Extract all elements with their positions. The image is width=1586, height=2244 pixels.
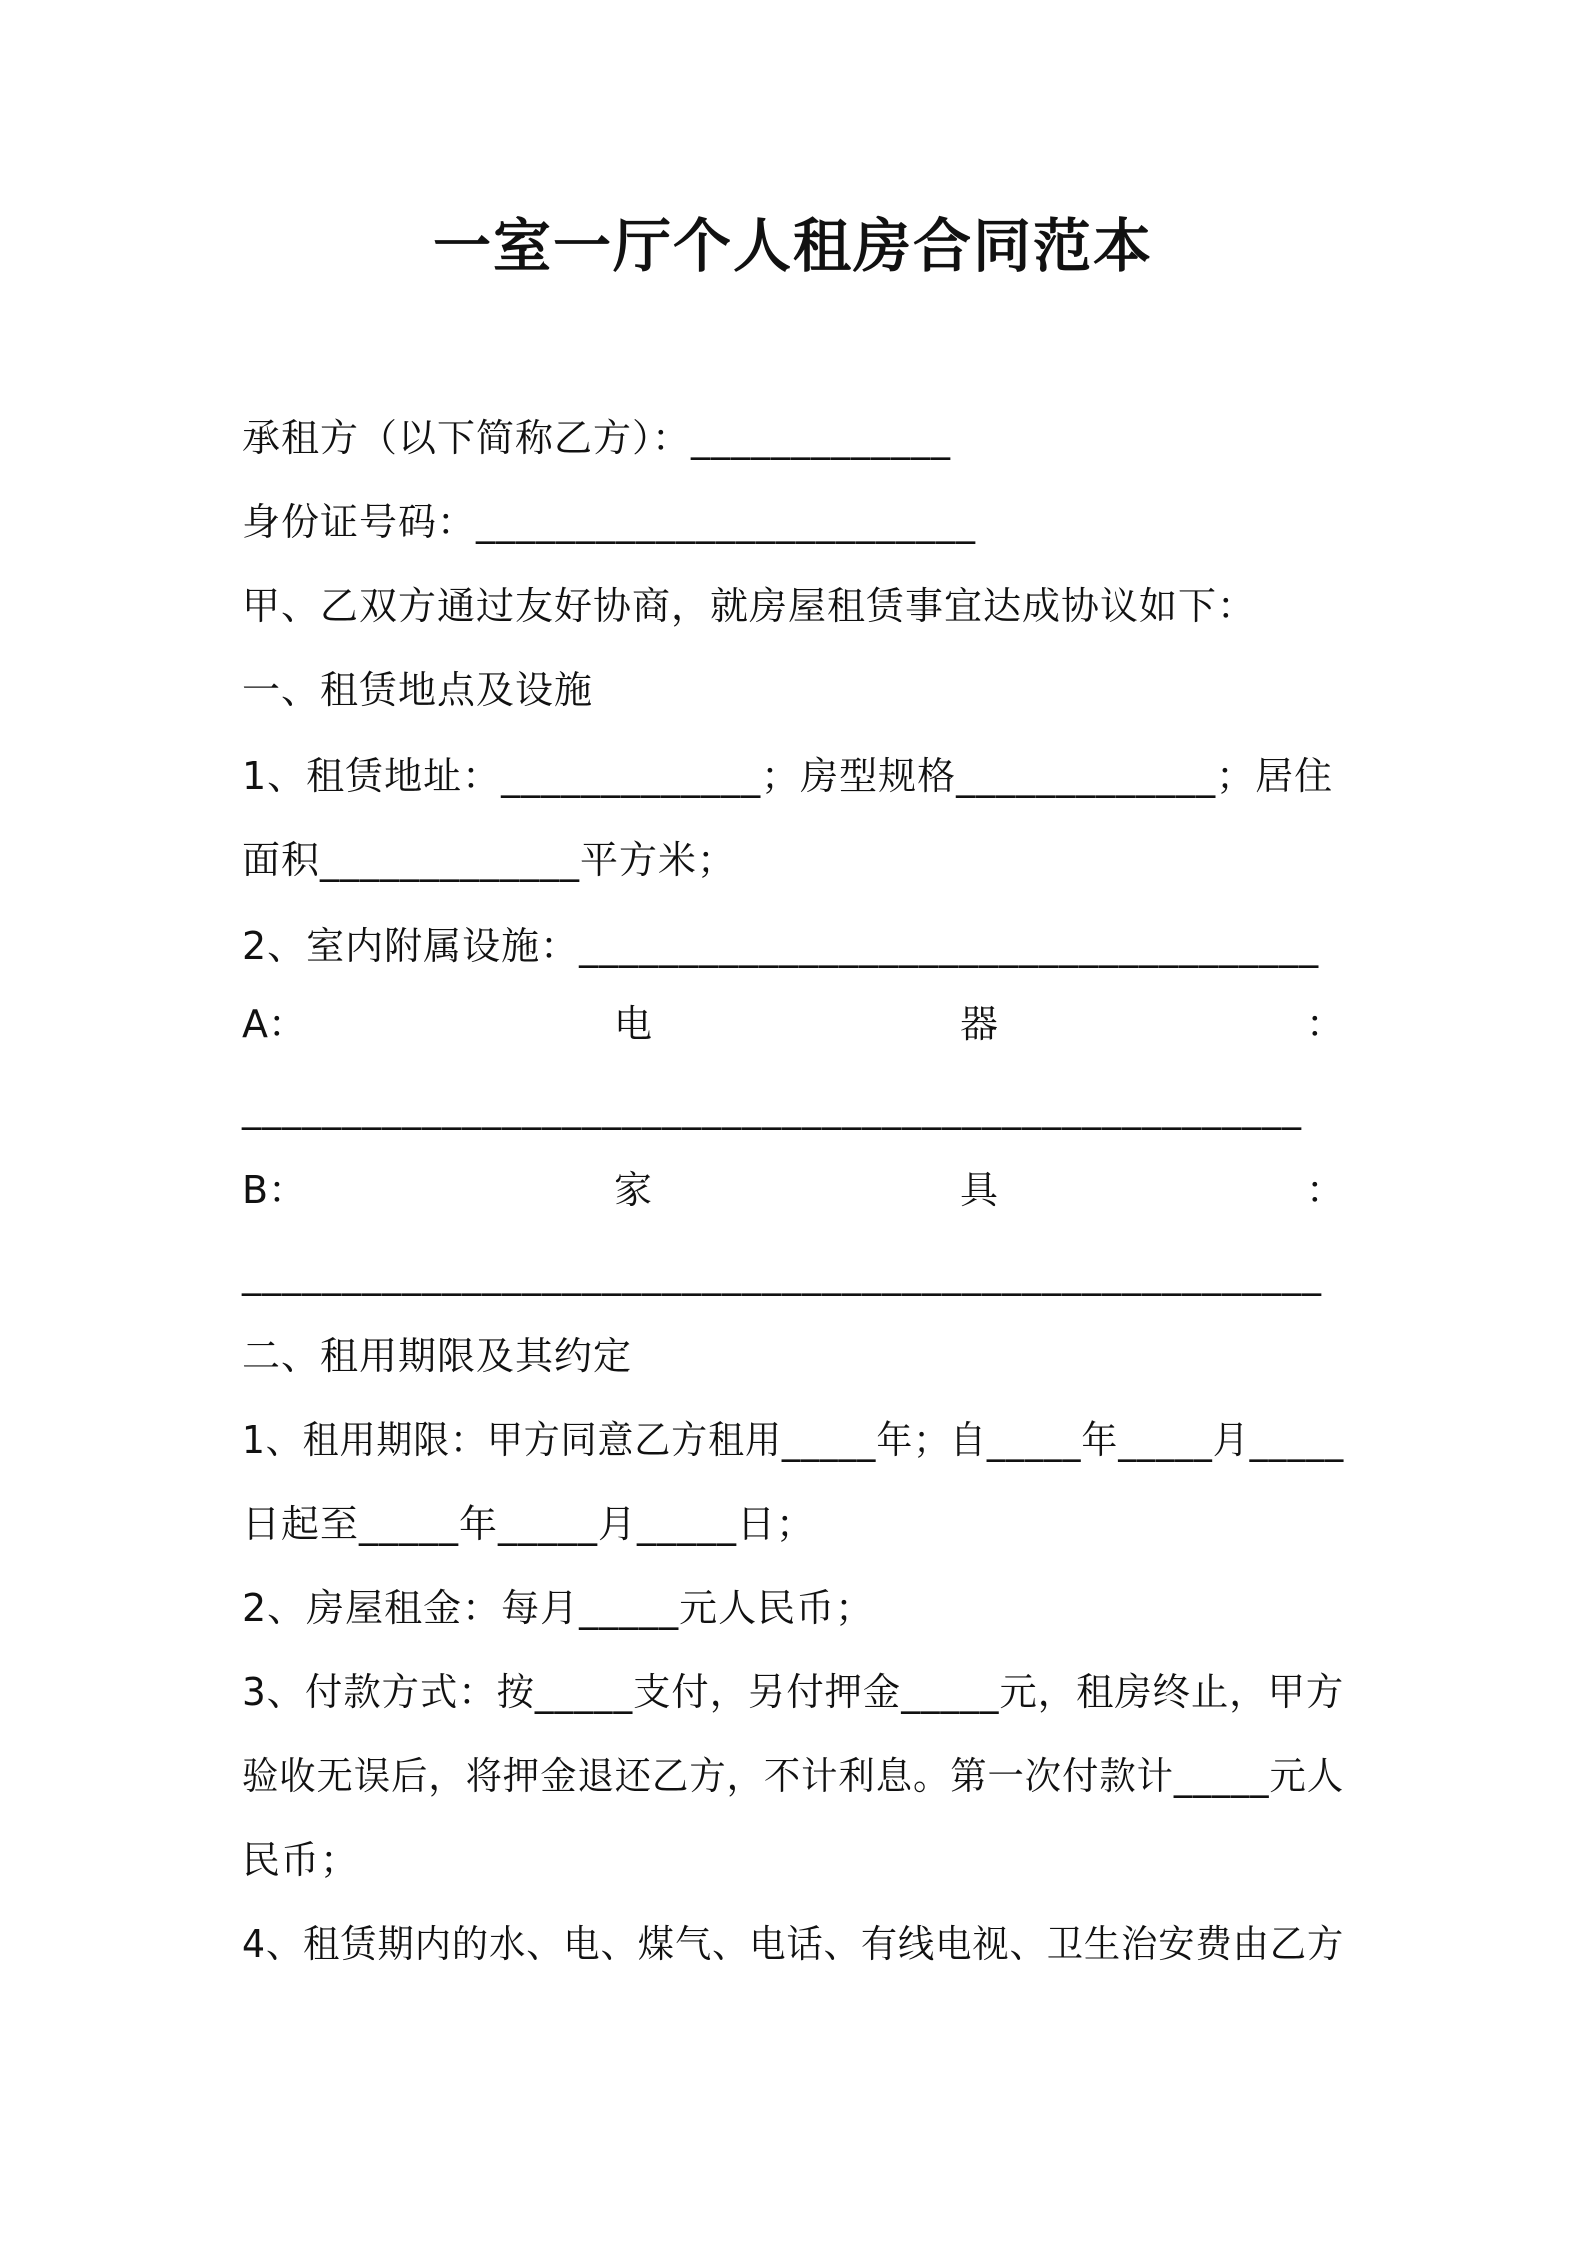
item-b-label: B：	[242, 1168, 307, 1212]
section-two-heading: 二、租用期限及其约定	[242, 1334, 633, 1378]
id-number-line: 身份证号码：_________________________	[242, 500, 977, 544]
item-b-blank-line: ______________________________________________________	[242, 1252, 1322, 1296]
clause-2-3-line-b: 验收无误后，将押金退还乙方，不计利息。第一次付款计_____元人	[242, 1754, 1345, 1798]
item-b-colon: ：	[1305, 1168, 1344, 1212]
clause-1-1-line-a: 1、租赁地址：_____________；房型规格_____________；居住	[242, 754, 1334, 798]
item-a-blank-line: _____________________________________________________	[242, 1086, 1302, 1130]
item-a-label: A：	[242, 1002, 306, 1046]
item-b-furniture	[242, 1160, 1344, 1220]
clause-2-4-line: 4、租赁期内的水、电、煤气、电话、有线电视、卫生治安费由乙方	[242, 1922, 1345, 1966]
section-one-heading: 一、租赁地点及设施	[242, 668, 594, 712]
clause-1-2-line: 2、室内附属设施：_____________________________________	[242, 924, 1320, 968]
item-b-word-2: 具	[960, 1168, 999, 1212]
item-a-colon: ：	[1305, 1002, 1344, 1046]
clause-2-3-line-a: 3、付款方式：按_____支付，另付押金_____元，租房终止，甲方	[242, 1670, 1345, 1714]
clause-2-1-line-b: 日起至_____年_____月_____日；	[242, 1502, 816, 1546]
lessee-line: 承租方（以下简称乙方）：_____________	[242, 416, 952, 460]
clause-2-1-line-a: 1、租用期限：甲方同意乙方租用_____年；自_____年_____月_____	[242, 1418, 1345, 1462]
document-title: 一室一厅个人租房合同范本	[432, 212, 1153, 280]
clause-2-2-line: 2、房屋租金：每月_____元人民币；	[242, 1586, 875, 1630]
clause-1-1-line-b: 面积_____________平方米；	[242, 838, 737, 882]
intro-line: 甲、乙双方通过友好协商，就房屋租赁事宜达成协议如下：	[242, 584, 1257, 628]
item-a-word-1: 电	[613, 1002, 652, 1046]
item-b-word-1: 家	[614, 1168, 653, 1212]
item-a-appliances	[242, 994, 1344, 1054]
clause-2-3-line-c: 民币；	[242, 1838, 360, 1882]
item-a-word-2: 器	[959, 1002, 998, 1046]
